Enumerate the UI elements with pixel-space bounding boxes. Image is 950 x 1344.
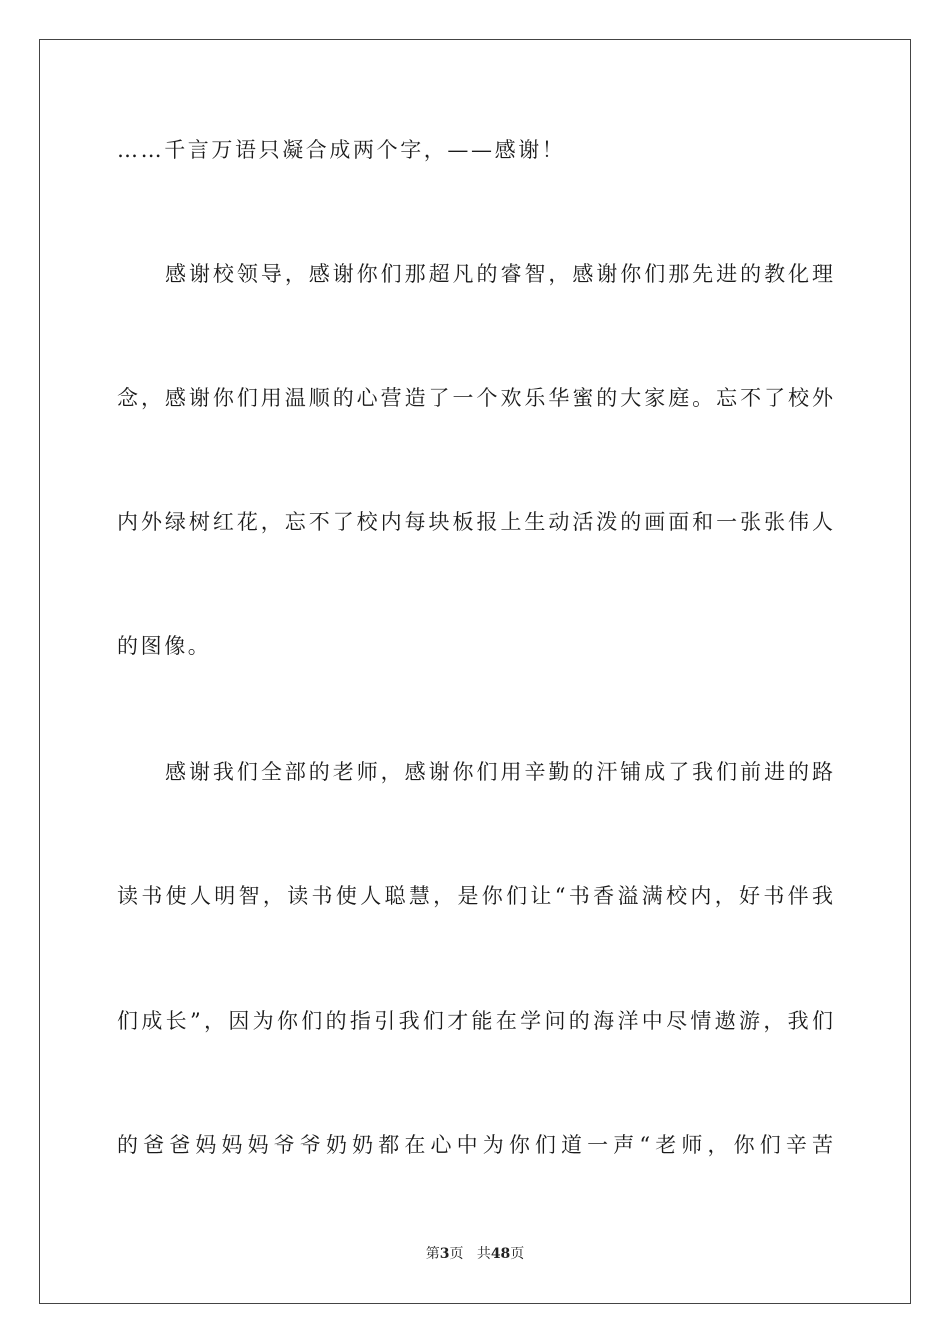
footer-total-prefix: 共: [476, 1246, 491, 1262]
paragraph-2-line-2: 念，感谢你们用温顺的心营造了一个欢乐华蜜的大家庭。忘不了校外: [117, 386, 833, 410]
paragraph-3-line-3: 们成长”，因为你们的指引我们才能在学问的海洋中尽情遨游，我们: [117, 1009, 833, 1033]
paragraph-2-line-3: 内外绿树红花，忘不了校内每块板报上生动活泼的画面和一张张伟人: [117, 510, 833, 534]
page-footer: [0, 1245, 950, 1263]
paragraph-2-line-1: 感谢校领导，感谢你们那超凡的睿智，感谢你们那先进的教化理: [165, 262, 833, 286]
paragraph-3-line-4: 的爸爸妈妈妈爷爷奶奶都在心中为你们道一声“老师，你们辛苦: [117, 1133, 833, 1157]
footer-page-number: 3: [439, 1246, 450, 1262]
paragraph-3-line-1: 感谢我们全部的老师，感谢你们用辛勤的汗铺成了我们前进的路: [165, 760, 833, 784]
paragraph-2-line-4: 的图像。: [117, 634, 212, 658]
footer-prefix: 第: [425, 1246, 440, 1262]
footer-total-pages: 48: [490, 1246, 511, 1262]
footer-page-suffix: 页: [449, 1246, 464, 1262]
footer-total-suffix: 页: [510, 1246, 525, 1262]
page-border: [39, 39, 911, 1304]
paragraph-3-line-2: 读书使人明智，读书使人聪慧，是你们让“书香溢满校内，好书伴我: [117, 884, 833, 908]
text-line-1: ……千言万语只凝合成两个字，——感谢！: [117, 138, 566, 162]
